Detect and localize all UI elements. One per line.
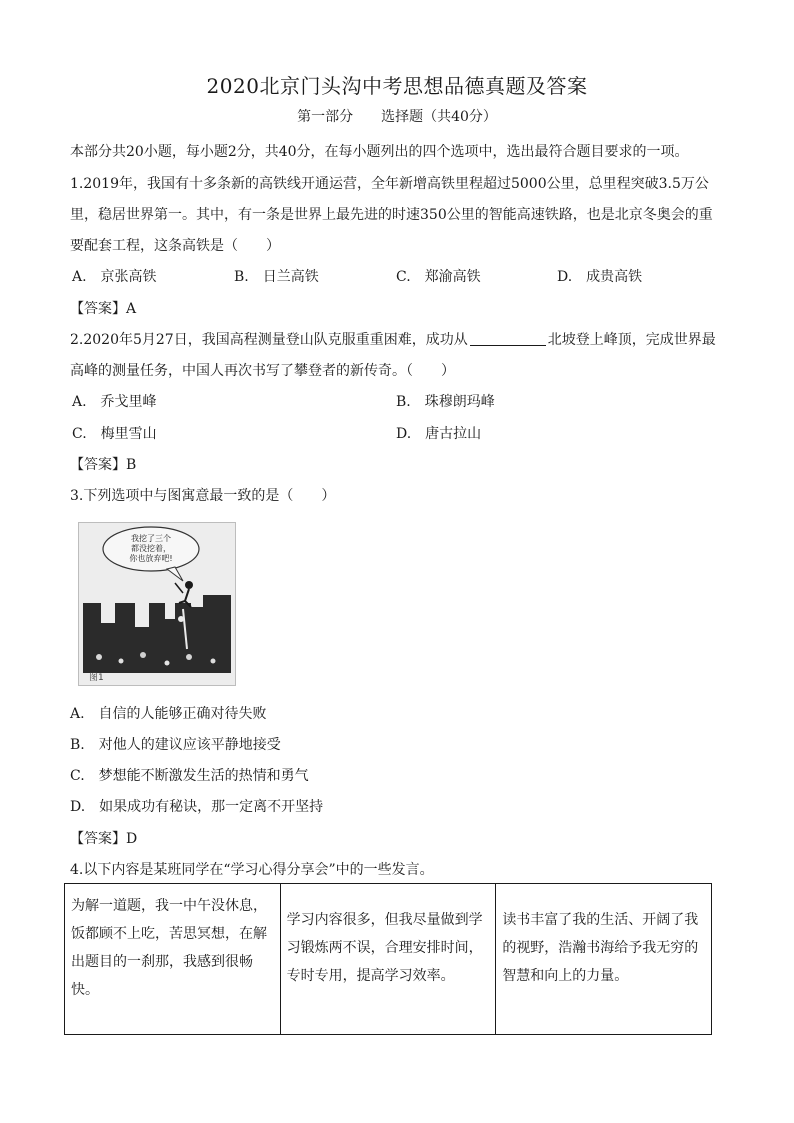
quote-1-line-3: 出题目的一刹那，我感到很畅快。 (71, 954, 253, 998)
q2-stem-line-1 (70, 329, 716, 349)
bubble-line-1: 我挖了三个 (131, 534, 171, 543)
quote-2-line-2: 习锻炼两不误，合理安排时间， (286, 940, 483, 956)
q2-answer: 【答案】B (70, 457, 137, 473)
q3-option-b: B. 对他人的建议应该平静地接受 (70, 737, 281, 753)
quote-2-line-1: 学习内容很多，但我尽量做到学 (286, 912, 483, 928)
q2-stem-line-2: 高峰的测量任务，中国人再次书写了攀登者的新传奇。（ ） (70, 363, 455, 379)
quote-1-line-1: 为解一道题，我一中午没休息， (71, 898, 267, 914)
instructions: 本部分共20小题，每小题2分，共40分，在每小题列出的四个选项中，选出最符合题目要求的一项。 (70, 144, 689, 160)
figure-caption: 图1 (89, 673, 104, 683)
q1-option-d: D. 成贵高铁 (557, 269, 643, 285)
q1-option-b: B. 日兰高铁 (234, 269, 319, 285)
bubble-line-2: 都没挖着， (131, 544, 171, 553)
q2-option-c: C. 梅里雪山 (72, 426, 157, 442)
cartoon-figure (78, 522, 236, 686)
page-title: 2020北京门头沟中考思想品德真题及答案 (206, 74, 588, 98)
quote-1-line-2: 饭都顾不上吃，苦思冥想，在解 (71, 926, 267, 942)
cartoon-illustration (79, 523, 235, 685)
bubble-line-3: 你也放弃吧! (129, 554, 173, 563)
quote-2-line-3: 专时专用，提高学习效率。 (286, 968, 455, 984)
quote-3-line-2: 的视野，浩瀚书海给予我无穷的 (502, 940, 699, 956)
q2-stem-part-1: 2.2020年5月27日，我国高程测量登山队克服重重困难，成功从 (70, 332, 468, 348)
q1-option-a: A. 京张高铁 (72, 269, 157, 285)
q1-stem-line-1: 1.2019年，我国有十多条新的高铁线开通运营，全年新增高铁里程超过5000公里，总里程突破3.5万公 (70, 176, 709, 192)
q2-option-a: A. 乔戈里峰 (72, 394, 157, 410)
q3-stem: 3.下列选项中与图寓意最一致的是（ ） (70, 488, 336, 504)
quotes-table (64, 883, 712, 1035)
q3-answer: 【答案】D (70, 831, 138, 847)
quote-cell-2 (280, 884, 496, 1035)
section-heading: 第一部分 选择题（共40分） (297, 109, 497, 125)
quote-cell-1 (65, 884, 281, 1035)
q1-stem-line-2: 里，稳居世界第一。其中，有一条是世界上最先进的时速350公里的智能高速铁路，也是北京冬奥会的重 (70, 207, 713, 223)
quote-3-line-3: 智慧和向上的力量。 (502, 968, 629, 984)
quote-cell-3 (496, 884, 712, 1035)
q1-option-c: C. 郑渝高铁 (396, 269, 481, 285)
q1-stem-line-3: 要配套工程，这条高铁是（ ） (70, 238, 280, 254)
q2-stem-part-2: 北坡登上峰顶，完成世界最 (547, 332, 716, 348)
fill-in-blank (470, 331, 546, 346)
q2-option-b: B. 珠穆朗玛峰 (396, 394, 495, 410)
q3-option-a: A. 自信的人能够正确对待失败 (70, 706, 267, 722)
table-row (65, 884, 712, 1035)
q3-option-d: D. 如果成功有秘诀，那一定离不开坚持 (70, 799, 324, 815)
q1-answer: 【答案】A (70, 301, 137, 317)
quote-3-line-1: 读书丰富了我的生活、开阔了我 (502, 912, 699, 928)
q3-option-c: C. 梦想能不断激发生活的热情和勇气 (70, 768, 309, 784)
q4-stem: 4.以下内容是某班同学在“学习心得分享会”中的一些发言。 (70, 862, 434, 878)
q2-option-d: D. 唐古拉山 (396, 426, 482, 442)
